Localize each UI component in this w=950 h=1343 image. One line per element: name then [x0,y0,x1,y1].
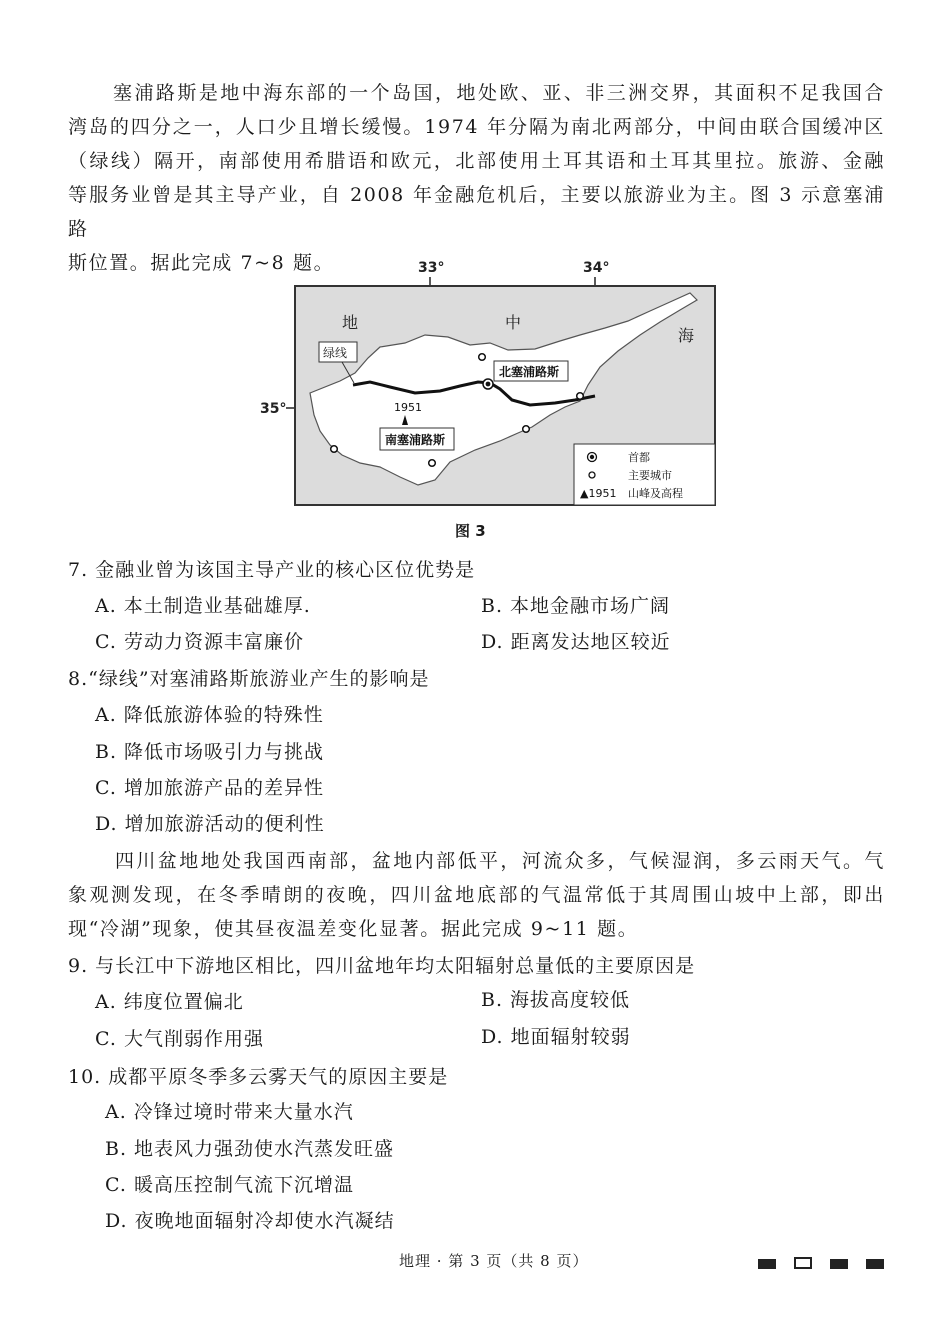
legend-capital-label: 首都 [628,451,650,464]
registration-mark [866,1259,884,1269]
q7-option-d: D. 距离发达地区较近 [481,631,671,653]
q8-option-b: B. 降低市场吸引力与挑战 [95,741,325,763]
question-7-stem: 7. 金融业曾为该国主导产业的核心区位优势是 [68,559,476,581]
intro2-line: 四川盆地地处我国西南部，盆地内部低平，河流众多，气候湿润，多云雨天气。气 [115,850,885,872]
q7-option-c: C. 劳动力资源丰富廉价 [95,631,304,653]
q10-option-d: D. 夜晚地面辐射冷却使水汽凝结 [105,1210,395,1232]
capital-marker-dot [486,382,491,387]
city-marker [331,446,338,453]
legend-capital-icon-dot [590,455,594,459]
intro1-line: 湾岛的四分之一，人口少且增长缓慢。1974 年分隔为南北两部分，中间由联合国缓冲区 [68,116,885,138]
q8-option-d: D. 增加旅游活动的便利性 [95,813,325,835]
intro-paragraph-sichuan [68,844,885,946]
intro1-line: 斯位置。据此完成 7~8 题。 [68,252,335,274]
intro2-line: 现“冷湖”现象，使其昼夜温差变化显著。据此完成 9~11 题。 [68,918,639,940]
q8-option-c: C. 增加旅游产品的差异性 [95,777,324,799]
q9-option-d: D. 地面辐射较弱 [481,1026,631,1048]
legend-city-label: 主要城市 [628,469,672,482]
intro1-line: （绿线）隔开，南部使用希腊语和欧元，北部使用土耳其语和土耳其里拉。旅游、金融 [68,150,885,172]
registration-mark [830,1259,848,1269]
lat-label-35: 35° [260,401,287,417]
page-footer: 地理 · 第 3 页（共 8 页） [399,1252,589,1270]
question-8-stem: 8.“绿线”对塞浦路斯旅游业产生的影响是 [68,668,430,690]
city-marker [479,354,486,361]
q8-option-a: A. 降低旅游体验的特殊性 [95,704,324,726]
registration-marks [758,1254,902,1273]
q9-option-c: C. 大气削弱作用强 [95,1028,264,1050]
legend-peak-symbol: ▲1951 [580,487,617,500]
sea-char-hai: 海 [678,326,695,345]
registration-mark [758,1259,776,1269]
intro-paragraph-cyprus [68,76,885,280]
question-10-stem: 10. 成都平原冬季多云雾天气的原因主要是 [68,1066,449,1088]
city-marker [429,460,436,467]
legend-peak-label: 山峰及高程 [628,487,683,500]
cyprus-map [250,255,730,515]
legend-city-icon [589,472,595,478]
city-marker [523,426,530,433]
north-cyprus-label: 北塞浦路斯 [499,365,560,379]
q7-option-a: A. 本土制造业基础雄厚. [95,595,311,617]
lon-label-34: 34° [583,260,610,276]
registration-mark [794,1257,812,1269]
intro1-line: 塞浦路斯是地中海东部的一个岛国，地处欧、亚、非三洲交界，其面积不足我国合 [113,82,885,104]
lon-label-33: 33° [418,260,445,276]
q7-option-b: B. 本地金融市场广阔 [481,595,671,617]
green-line-label: 绿线 [323,346,348,360]
sea-char-di: 地 [342,313,359,332]
peak-label: 1951 [394,401,422,414]
intro1-line: 等服务业曾是其主导产业，自 2008 年金融危机后，主要以旅游业为主。图 3 示意塞浦路 [68,184,885,240]
city-marker [577,393,584,400]
intro2-line: 象观测发现，在冬季晴朗的夜晚，四川盆地底部的气温常低于其周围山坡中上部，即出 [68,884,885,906]
question-9-stem: 9. 与长江中下游地区相比，四川盆地年均太阳辐射总量低的主要原因是 [68,955,696,977]
q9-option-a: A. 纬度位置偏北 [95,991,244,1013]
q10-option-b: B. 地表风力强劲使水汽蒸发旺盛 [105,1138,395,1160]
q9-option-b: B. 海拔高度较低 [481,989,631,1011]
figure-caption: 图 3 [455,522,486,540]
q10-option-a: A. 冷锋过境时带来大量水汽 [105,1101,354,1123]
sea-char-zhong: 中 [505,313,522,332]
south-cyprus-label: 南塞浦路斯 [385,433,446,447]
q10-option-c: C. 暖高压控制气流下沉增温 [105,1174,354,1196]
